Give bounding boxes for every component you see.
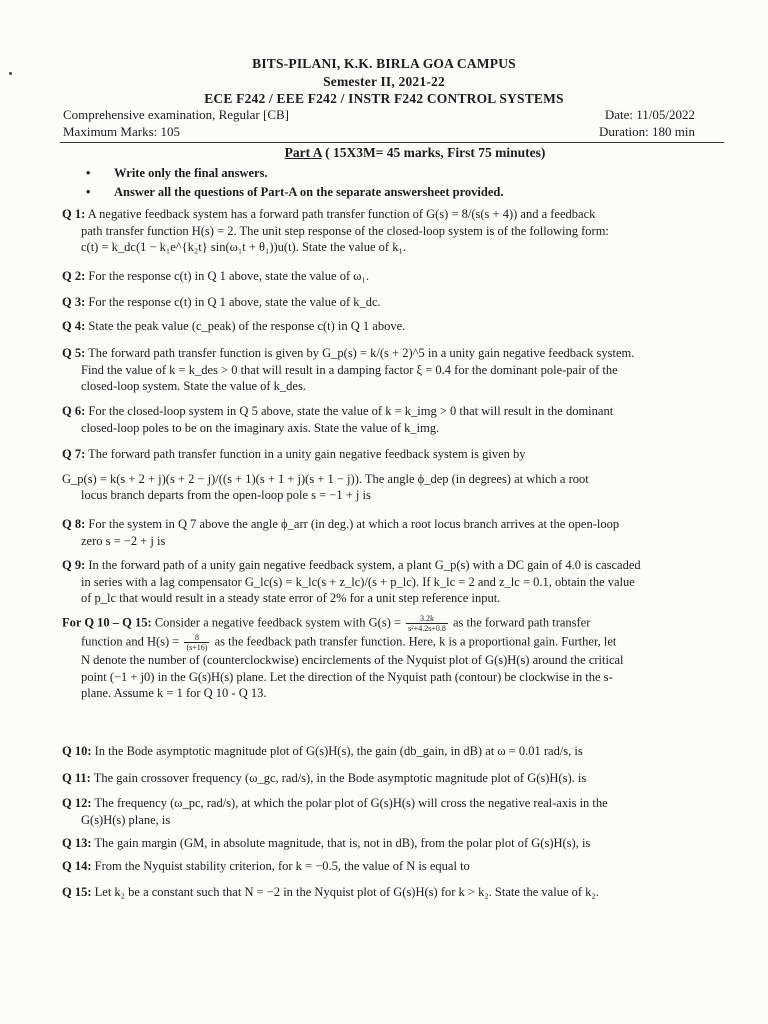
question-text: closed-loop system. State the value of k_des. [81, 379, 306, 393]
question-label: For Q 10 – Q 15: [62, 615, 152, 630]
instruction-text: Answer all the questions of Part-A on the separate answersheet provided. [114, 185, 504, 199]
question-label: Q 4: [62, 319, 86, 333]
question-label: Q 14: [62, 859, 92, 873]
question-7 [62, 446, 722, 504]
question-text: Consider a negative feedback system with G(s) = [154, 615, 402, 630]
exam-date: Date: 11/05/2022 [604, 107, 695, 122]
g-denominator: s²+4.2s+0.8 [408, 624, 446, 633]
question-label: Q 3: [62, 295, 86, 309]
instruction-text: Write only the final answers. [114, 166, 268, 180]
question-text: The gain crossover frequency (ω_gc, rad/s), in the Bode asymptotic magnitude plot of G(s)H(s). is [93, 771, 587, 785]
question-13 [62, 835, 722, 852]
question-text: For the closed-loop system in Q 5 above, state the value of k = k_img > 0 that will result in the dominant [88, 404, 614, 418]
question-text: function and H(s) = [81, 634, 180, 649]
question-text: From the Nyquist stability criterion, for k = −0.5, the value of N is equal to [94, 859, 470, 873]
question-text: zero s = −2 + j is [81, 533, 166, 548]
question-text: In the Bode asymptotic magnitude plot of G(s)H(s), the gain (db_gain, in dB) at ω = 0.01 rad/s, is [94, 744, 583, 758]
question-text: as the feedback path transfer function. Here, k is a proportional gain. Further, let [214, 634, 617, 649]
question-11 [62, 770, 722, 787]
instruction-item: • Answer all the questions of Part-A on the separate answersheet provided. [86, 185, 504, 199]
question-label: Q 7: [62, 447, 86, 461]
question-text: State the peak value (c_peak) of the response c(t) in Q 1 above. [88, 319, 406, 333]
question-12 [62, 795, 722, 828]
question-10-15-intro [62, 614, 722, 702]
question-text: plane. Assume k = 1 for Q 10 - Q 13. [81, 686, 267, 700]
header-divider [60, 142, 724, 143]
question-text: closed-loop poles to be on the imaginary axis. State the value of k_img. [81, 420, 440, 435]
question-6 [62, 403, 722, 436]
question-label: Q 9: [62, 558, 86, 572]
instruction-item: • Write only the final answers. [86, 166, 268, 180]
question-15 [62, 884, 722, 901]
exam-type: Comprehensive examination, Regular [CB] [63, 107, 290, 122]
question-text: The forward path transfer function is given by G_p(s) = k/(s + 2)^5 in a unity gain negative feedback system. [88, 346, 635, 360]
question-3 [62, 294, 722, 311]
max-marks: Maximum Marks: 105 [63, 124, 180, 139]
semester: Semester II, 2021-22 [323, 74, 445, 89]
question-text: A negative feedback system has a forward path transfer function of G(s) = 8/(s(s + 4)) and a feedback [87, 207, 596, 221]
question-label: Q 5: [62, 346, 86, 360]
marks-duration-row [63, 124, 695, 140]
question-label: Q 13: [62, 836, 92, 850]
question-14 [62, 858, 722, 875]
question-text: locus branch departs from the open-loop pole s = −1 + j is [81, 488, 371, 502]
question-text: The forward path transfer function in a unity gain negative feedback system is given by [88, 447, 526, 461]
institute-name: BITS-PILANI, K.K. BIRLA GOA CAMPUS [252, 56, 516, 71]
h-numerator: 8 [184, 633, 209, 643]
question-label: Q 1: [62, 207, 86, 221]
question-text: point (−1 + j0) in the G(s)H(s) plane. Let the direction of the Nyquist path (contour) be clockwise in the s- [81, 669, 613, 684]
question-text: in series with a lag compensator G_lc(s) = k_lc(s + z_lc)/(s + p_lc). If k_lc = 2 and z_lc = 0.1, obtain the value [81, 574, 635, 589]
question-text: G_p(s) = k(s + 2 + j)(s + 2 − j)/((s + 1)(s + 1 + j)(s + 1 − j)). The angle ϕ_dep (in degrees) at which a root [62, 471, 589, 486]
question-9 [62, 557, 722, 607]
part-a-detail: ( 15X3M= 45 marks, First 75 minutes) [321, 145, 546, 160]
question-5 [62, 345, 722, 395]
question-text: Find the value of k = k_des > 0 that will result in a damping factor ξ = 0.4 for the dominant pole-pair of the [81, 362, 618, 377]
question-1 [62, 206, 722, 256]
question-text: c(t) = k_dc(1 − k₁e^{k₂t} sin(ω₁t + θ₁))u(t). State the value of k₁. [81, 240, 406, 254]
question-text: For the system in Q 7 above the angle ϕ_arr (in deg.) at which a root locus branch arrives at the open-loop [88, 517, 620, 531]
question-line [62, 633, 722, 652]
question-text: G(s)H(s) plane, is [81, 812, 171, 827]
question-label: Q 12: [62, 796, 92, 810]
question-text: In the forward path of a unity gain negative feedback system, a plant G_p(s) with a DC gain of 4.0 is cascaded [88, 558, 641, 572]
question-text: For the response c(t) in Q 1 above, state the value of ω₁. [88, 269, 369, 283]
course-title: ECE F242 / EEE F242 / INSTR F242 CONTROL SYSTEMS [204, 91, 564, 106]
part-a-heading [0, 145, 768, 161]
question-8 [62, 516, 722, 549]
question-2 [62, 268, 722, 285]
question-label: Q 10: [62, 744, 92, 758]
part-a-title: Part A [284, 145, 322, 160]
h-denominator: (s+16) [186, 643, 208, 652]
question-label: Q 8: [62, 517, 86, 531]
question-text: of p_lc that would result in a steady state error of 2% for a unit step reference input. [81, 591, 501, 605]
question-text: N denote the number of (counterclockwise) encirclements of the Nyquist plot of G(s)H(s) around the critical [81, 653, 624, 667]
question-4 [62, 318, 722, 335]
duration: Duration: 180 min [598, 124, 695, 139]
question-text: Let k₂ be a constant such that N = −2 in the Nyquist plot of G(s)H(s) for k > k₂. State the value of k₂. [94, 885, 599, 899]
question-label: Q 6: [62, 404, 86, 418]
question-10 [62, 743, 722, 760]
h-fraction [184, 633, 209, 652]
question-text: as the forward path transfer [452, 615, 591, 630]
question-text: The gain margin (GM, in absolute magnitude, that is, not in dB), from the polar plot of G(s)H(s), is [94, 836, 591, 850]
question-text: The frequency (ω_pc, rad/s), at which the polar plot of G(s)H(s) will cross the negative real-axis in the [94, 796, 608, 810]
question-text: path transfer function H(s) = 2. The unit step response of the closed-loop system is of the following form: [81, 223, 609, 238]
question-text: For the response c(t) in Q 1 above, state the value of k_dc. [88, 295, 381, 309]
question-label: Q 11: [62, 771, 91, 785]
question-label: Q 15: [62, 885, 92, 899]
g-fraction [406, 614, 448, 633]
g-numerator: 3.2k [406, 614, 448, 624]
exam-date-row [63, 107, 695, 123]
question-label: Q 2: [62, 269, 86, 283]
